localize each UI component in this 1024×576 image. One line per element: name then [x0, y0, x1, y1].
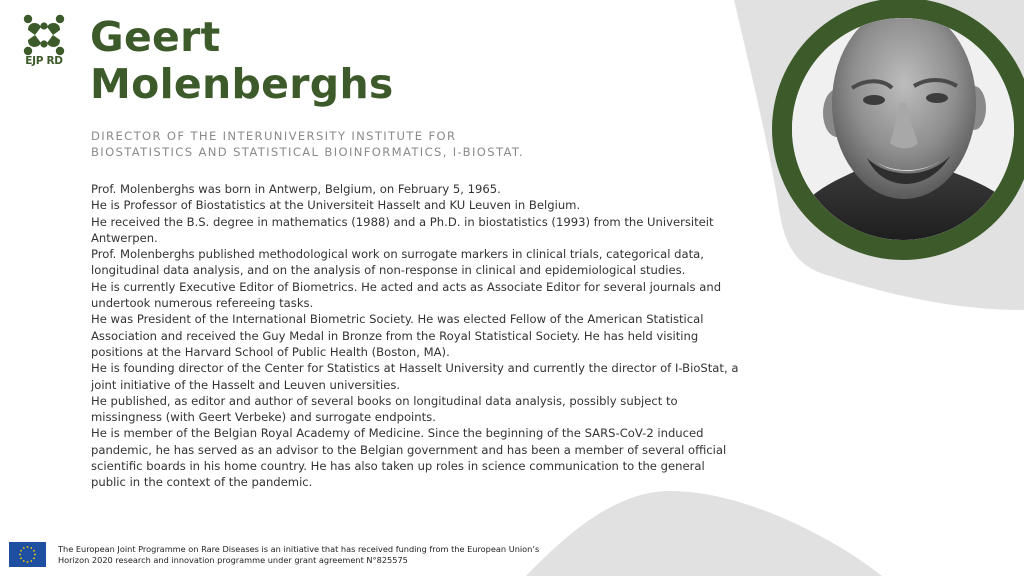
speaker-name	[90, 14, 394, 108]
bio-paragraph: Prof. Molenberghs published methodological work on surrogate markers in clinical trials, categorical data, longitudinal data analysis, and on the analysis of non-response in clinical and epidemiological studies.	[91, 247, 704, 278]
funding-line-2: Horizon 2020 research and innovation programme under grant agreement N°825575	[58, 555, 408, 565]
portrait-photo	[792, 18, 1014, 240]
bio-paragraph: He is member of the Belgian Royal Academy of Medicine. Since the beginning of the SARS-CoV-2 induced pandemic, he has served as an advisor to the Belgian government and has been a member of several official scientific boards in his home country. He has also taken up roles in science communication to the general public in the context of the pandemic.	[91, 426, 727, 490]
bio-paragraph: He is founding director of the Center for Statistics at Hasselt University and currently the director of I-BioStat, a joint initiative of the Hasselt and Leuven universities.	[91, 361, 739, 392]
biography	[91, 181, 741, 491]
portrait-frame	[772, 0, 1024, 260]
funding-line-1: The European Joint Programme on Rare Diseases is an initiative that has received funding from the European Union’s	[58, 544, 540, 554]
bio-paragraph: Prof. Molenberghs was born in Antwerp, Belgium, on February 5, 1965.	[91, 182, 501, 196]
bio-paragraph: He published, as editor and author of several books on longitudinal data analysis, possibly subject to missingness (with Geert Verbeke) and surrogate endpoints.	[91, 393, 678, 425]
bio-paragraph: He received the B.S. degree in mathematics (1988) and a Ph.D. in biostatistics (1993) from the Universiteit Antwerpen.	[91, 214, 714, 245]
ejp-rd-logo	[20, 14, 68, 74]
portrait-image	[792, 18, 1014, 240]
bio-paragraph: He is Professor of Biostatistics at the Universiteit Hasselt and KU Leuven in Belgium.	[91, 198, 581, 213]
role-line-1: DIRECTOR OF THE INTERUNIVERSITY INSTITUTE FOR	[91, 129, 457, 143]
ejp-rd-logo-icon	[20, 14, 68, 56]
speaker-role	[91, 128, 524, 160]
funding-statement	[58, 544, 539, 566]
bio-paragraph: He was President of the International Biometric Society. He was elected Fellow of the American Statistical Association and received the Guy Medal in Bronze from the Royal Statistical Society. He has held visiting positions at the Harvard School of Public Health (Boston, MA).	[91, 312, 704, 359]
eu-flag-icon	[9, 542, 46, 567]
bio-paragraph: He is currently Executive Editor of Biometrics. He acted and acts as Associate Editor for several journals and undertook numerous refereeing tasks.	[91, 279, 722, 311]
logo-text: EJP RD	[25, 55, 63, 67]
last-name: Molenberghs	[90, 60, 394, 108]
role-line-2: BIOSTATISTICS AND STATISTICAL BIOINFORMATICS, I-BIOSTAT.	[91, 145, 524, 159]
bottom-blob	[526, 491, 882, 576]
first-name: Geert	[90, 13, 221, 61]
